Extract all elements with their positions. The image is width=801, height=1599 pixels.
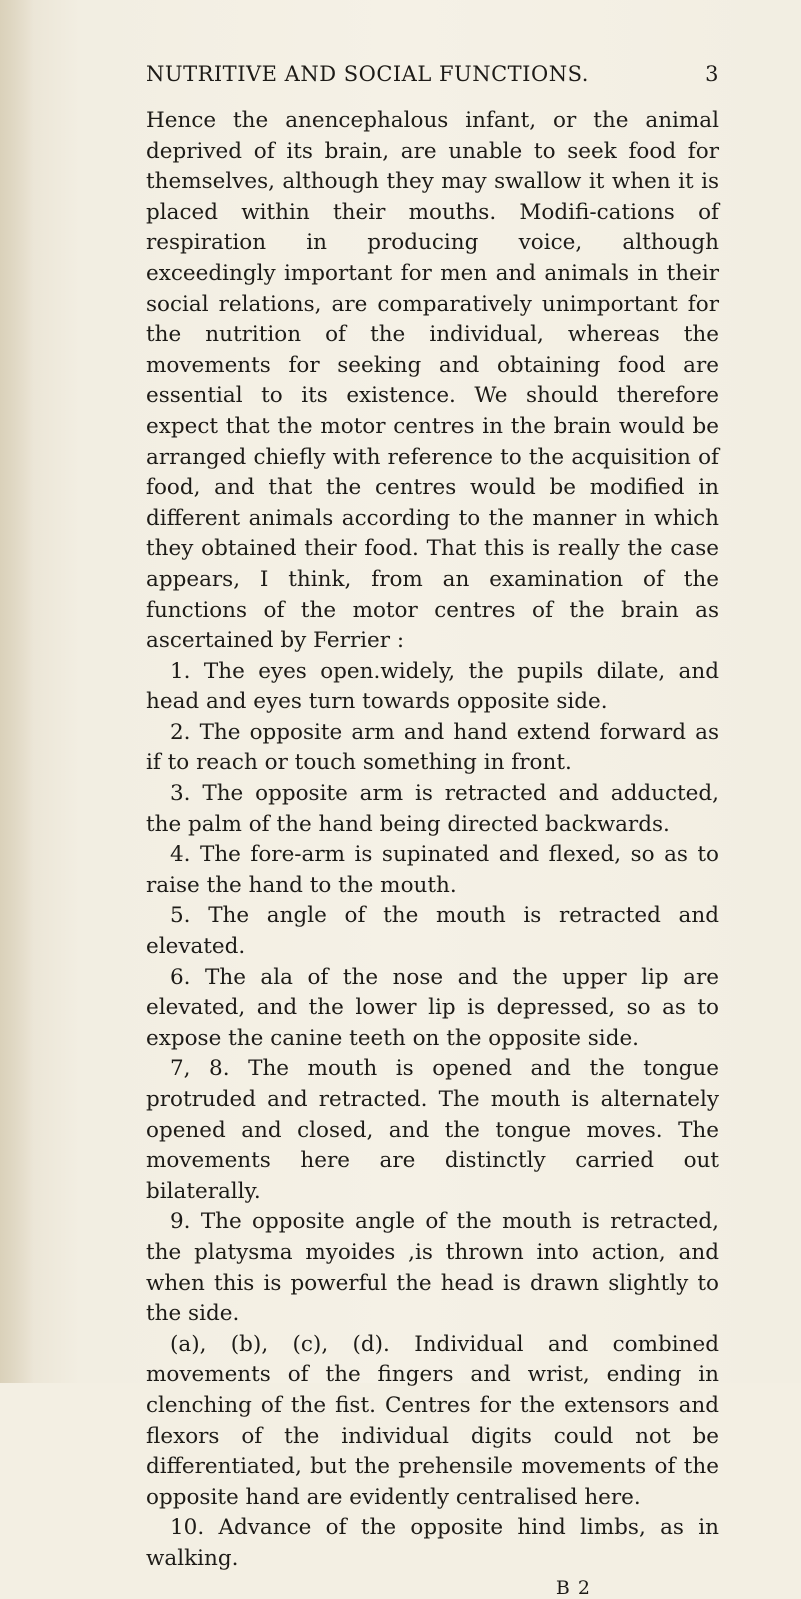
list-item: 6. The ala of the nose and the upper lip are elevated, and the lower lip is depressed, so as to expose the canine teeth on the opposite side. (146, 964, 719, 1051)
list-item: 3. The opposite arm is retracted and adducted, the palm of the hand being directed backwards. (146, 781, 719, 837)
list-item: 5. The angle of the mouth is retracted and elevated. (146, 903, 719, 960)
list-item: 1. The eyes open.widely, the pupils dilate, and head and eyes turn towards opposite side. (146, 658, 719, 715)
running-title: NUTRITIVE AND SOCIAL FUNCTIONS. (146, 62, 589, 86)
list-item: 2. The opposite arm and hand extend forward as if to reach or touch something in front. (146, 719, 719, 776)
list-item: 7, 8. The mouth is opened and the tongue protruded and retracted. The mouth is alternately opened and closed, and the tongue moves. The movements here are distinctly carried out bilaterally. (146, 1056, 719, 1204)
intro-paragraph: Hence the anencephalous infant, or the animal deprived of its brain, are unable to seek food for themselves, although they may swallow it when it is placed within their mouths. Modifi-cations of respiration in producing voice, although exceedingly important for men and animals in their social relations, are comparatively unimportant for the nutrition of the individual, whereas the movements for seeking and obtaining food are essential to its existence. We should therefore expect that the motor centres in the brain would be arranged chiefly with reference to the acquisition of food, and that the centres would be modified in different animals according to the manner in which they obtained their food. That this is really the case appears, I think, from an examination of the functions of the motor centres of the brain as ascertained by Ferrier : (146, 108, 719, 654)
signature-mark: B 2 (555, 1576, 591, 1599)
page-number: 3 (705, 62, 719, 86)
body-text (146, 106, 719, 1575)
list-item: (a), (b), (c), (d). Individual and combined movements of the fingers and wrist, ending in clenching of the fist. Centres for the extensors and flexors of the individual digits could not be differentiated, but the prehensile movements of the opposite hand are evidently centralised here. (146, 1331, 719, 1510)
list-item: 10. Advance of the opposite hind limbs, as in walking. (146, 1515, 719, 1571)
list-item: 4. The fore-arm is supinated and flexed, so as to raise the hand to the mouth. (146, 842, 719, 898)
running-head (146, 62, 719, 86)
list-item: 9. The opposite angle of the mouth is retracted, the platysma myoides ,is thrown into action, and when this is powerful the head is drawn slightly to the side. (146, 1209, 719, 1327)
